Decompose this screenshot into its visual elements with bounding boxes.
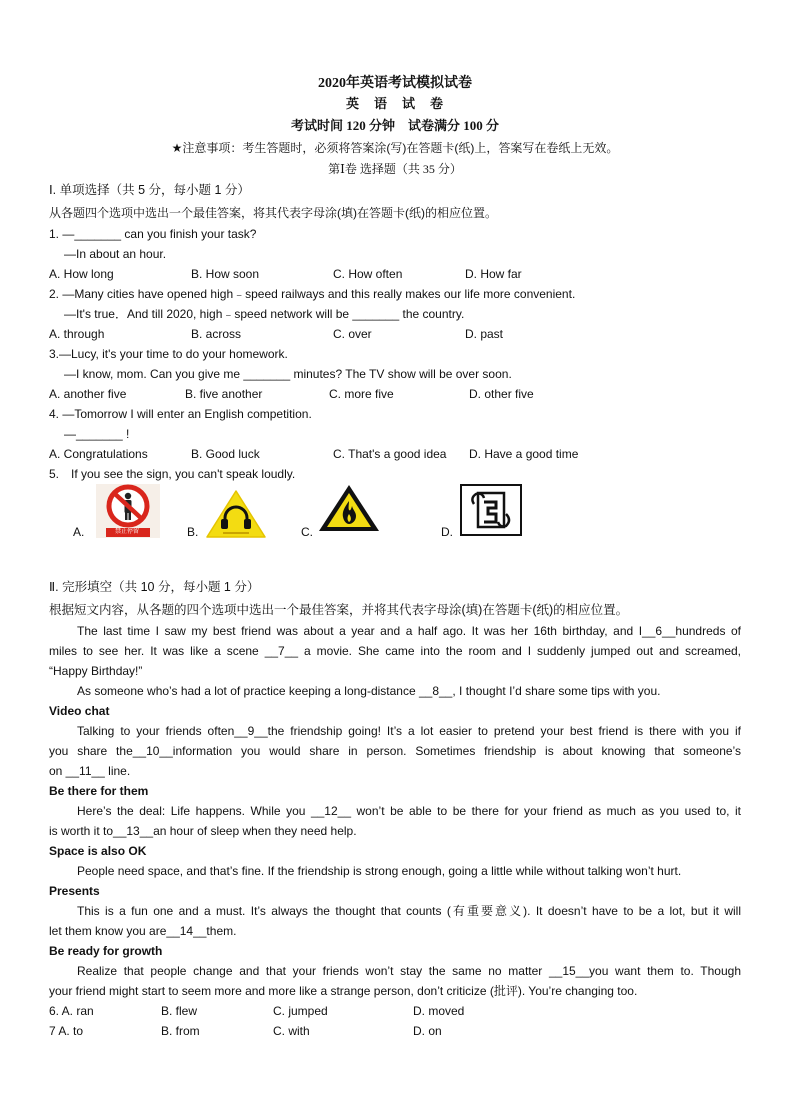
exam-title: 2020年英语考试模拟试卷	[318, 76, 472, 91]
q4-option-d: D. Have a good time	[469, 447, 579, 461]
passage-line: People need space, and that’s fine. If the friendship is strong enough, going a little while without talking won’t hurt.	[77, 864, 682, 878]
q2-question: 2. —Many cities have opened high﹣speed railways and this really makes our life more convenient.	[49, 287, 576, 301]
subheading-growth: Be ready for growth	[49, 944, 163, 958]
no-standing-sign-icon	[96, 484, 160, 538]
q2-option-d: D. past	[465, 327, 504, 341]
q6-option-c: C. jumped	[273, 1004, 328, 1018]
q1-question: 1. —_______ can you finish your task?	[49, 227, 257, 241]
no-standing-caption: 禁止停留	[114, 529, 139, 535]
handle-with-care-sign-icon	[460, 484, 522, 536]
q1-option-a: A. How long	[49, 267, 114, 281]
passage-line: on __11__ line.	[49, 764, 131, 778]
passage-line: Realize that people change and that your friends won’t stay the same no matter __15__you want them to. Though	[77, 964, 741, 978]
subheading-presents: Presents	[49, 884, 100, 898]
passage-line: is worth it to__13__an hour of sleep when they need help.	[49, 824, 357, 838]
q4-question: 4. —Tomorrow I will enter an English competition.	[49, 407, 312, 421]
q3-answer: —I know, mom. Can you give me _______ minutes? The TV show will be over soon.	[64, 367, 512, 381]
q2-answer: —It's true．And till 2020, high﹣speed network will be _______ the country.	[64, 307, 465, 321]
section1-instruction: 从各题四个选项中选出一个最佳答案，将其代表字母涂(填)在答题卡(纸)的相应位置。	[49, 206, 497, 220]
q7-option-a: 7 A. to	[49, 1024, 84, 1038]
passage-line: Here’s the deal: Life happens. While you __12__ won’t be able to be there for your friend as much as you used to, it	[77, 804, 741, 818]
q5-option-b-label: B.	[187, 525, 199, 539]
q1-option-c: C. How often	[333, 267, 403, 281]
q4-option-b: B. Good luck	[191, 447, 260, 461]
subheading-video-chat: Video chat	[49, 704, 110, 718]
section2-heading: Ⅱ. 完形填空（共 10 分，每小题 1 分）	[49, 580, 260, 594]
q2-option-a: A. through	[49, 327, 105, 341]
q7-option-d: D. on	[413, 1024, 442, 1038]
section1-heading: Ⅰ. 单项选择（共 5 分，每小题 1 分）	[49, 183, 250, 197]
q5-question: 5. If you see the sign, you can't speak loudly.	[49, 467, 296, 481]
passage-line: As someone who’s had a lot of practice keeping a long-distance __8__, I thought I’d share some tips with you.	[77, 684, 661, 698]
flammable-warning-sign-icon	[318, 484, 380, 532]
q3-option-b: B. five another	[185, 387, 263, 401]
passage-line: your friend might start to seem more and more like a strange person, don’t criticize (批评). You’re changing too.	[49, 984, 638, 998]
time-info: 考试时间 120 分钟 试卷满分 100 分	[290, 118, 499, 133]
headphones-sign-icon	[205, 489, 267, 539]
subject-title: 英 语 试 卷	[345, 96, 444, 111]
passage-line: This is a fun one and a must. It’s always the thought that counts (有重要意义). It doesn’t have to be a lot, but it will	[77, 904, 741, 918]
q3-option-d: D. other five	[469, 387, 534, 401]
q3-option-c: C. more five	[329, 387, 394, 401]
q2-option-c: C. over	[333, 327, 372, 341]
q4-option-a: A. Congratulations	[49, 447, 148, 461]
passage-line: The last time I saw my best friend was about a year and a half ago. It was her 16th birthday, and I__6__hundreds of	[77, 624, 741, 638]
q3-question: 3.—Lucy, it's your time to do your homework.	[49, 347, 288, 361]
q7-option-c: C. with	[273, 1024, 310, 1038]
q5-option-a-label: A.	[73, 525, 85, 539]
q2-option-b: B. across	[191, 327, 242, 341]
q6-option-d: D. moved	[413, 1004, 465, 1018]
passage-line: you share the__10__information you would share in person. Sometimes friendship is about knowing that someone’s	[49, 744, 741, 758]
section2-instruction: 根据短文内容，从各题的四个选项中选出一个最佳答案，并将其代表字母涂(填)在答题卡(纸)的相应位置。	[49, 603, 629, 617]
q1-option-b: B. How soon	[191, 267, 260, 281]
passage-line: Talking to your friends often__9__the friendship going! It’s a lot easier to pretend your best friend is there with you if	[77, 724, 741, 738]
q4-option-c: C. That's a good idea	[333, 447, 447, 461]
notice: ★注意事项：考生答题时，必须将答案涂(写)在答题卡(纸)上，答案写在卷纸上无效。	[171, 141, 619, 155]
q6-option-b: B. flew	[161, 1004, 198, 1018]
q1-answer: —In about an hour.	[64, 247, 167, 261]
passage-line: miles to see her. It was like a scene __7__ a movie. She came into the room and I suddenly jumped out and screamed,	[49, 644, 741, 658]
q4-answer: —_______ !	[64, 427, 130, 441]
part1-title: 第Ⅰ卷 选择题（共 35 分）	[328, 162, 462, 176]
subheading-be-there: Be there for them	[49, 784, 149, 798]
q5-option-d-label: D.	[441, 525, 453, 539]
q7-option-b: B. from	[161, 1024, 200, 1038]
q5-option-c-label: C.	[301, 525, 313, 539]
passage-line: “Happy Birthday!”	[49, 664, 143, 678]
q3-option-a: A. another five	[49, 387, 127, 401]
subheading-space: Space is also OK	[49, 844, 147, 858]
q6-option-a: 6. A. ran	[49, 1004, 94, 1018]
q1-option-d: D. How far	[465, 267, 522, 281]
passage-line: let them know you are__14__them.	[49, 924, 237, 938]
